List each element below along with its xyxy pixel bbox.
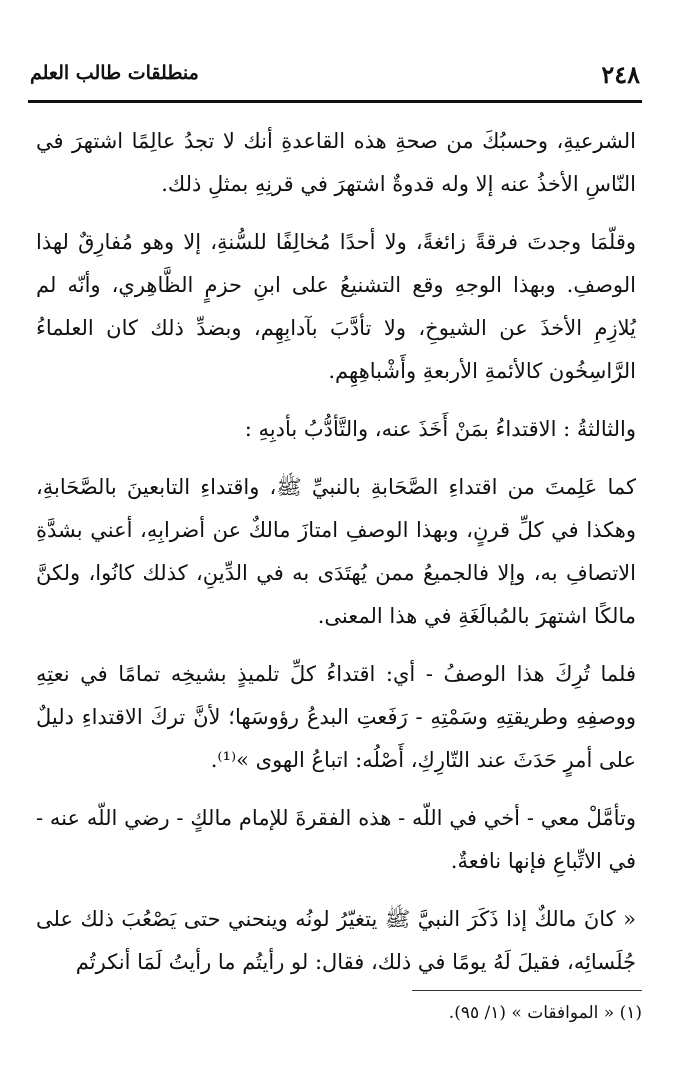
main-text	[36, 120, 636, 999]
paragraph-1: الشرعيةِ، وحسبُكَ من صحةِ هذه القاعدةِ أنك لا تجدُ عالِمًا اشتهرَ في النّاسِ الأخذُ عنه إلا وله قدوةٌ اشتهرَ في قرنِهِ بمثلِ ذلك.	[36, 129, 636, 196]
page-header	[30, 56, 640, 90]
paragraph-6: وتأمَّلْ معي - أخي في اللّه - هذه الفقرةَ للإمام مالكٍ - رضي اللّه عنه - في الاتِّباعِ فإنها نافعةٌ.	[36, 806, 636, 873]
paragraph-3-heading: والثالثةُ : الاقتداءُ بمَنْ أَخَذَ عنه، والتَّأدُّبُ بأدبِهِ :	[244, 417, 636, 441]
paragraph-2: وقلّمَا وجدتَ فرقةً زائغةً، ولا أحدًا مُخالِفًا للسُّنةِ، إلا وهو مُفارِقٌ لهذا الوصفِ. وبهذا الوجهِ وقع التشنيعُ على ابنِ حزمٍ الظَّاهِري، وأنّه لم يُلازِمِ الأخذَ عن الشيوخِ، ولا تأدَّبَ بآدابِهِم، وبضدِّ ذلك كان العلماءُ الرَّاسِخُون كالأئمةِ الأربعةِ وأَشْباهِهِم.	[36, 230, 636, 383]
footnote: (١) « الموافقات » (١/ ٩٥).	[448, 1003, 642, 1023]
paragraph-4: كما عَلِمتَ من اقتداءِ الصَّحَابةِ بالنبيِّ ﷺ، واقتداءِ التابعينَ بالصَّحَابةِ، وهكذا في كلِّ قرنٍ، وبهذا الوصفِ امتازَ مالكٌ عن أضرابِهِ، أعني بشدَّةِ الاتصافِ به، وإلا فالجميعُ ممن يُهتَدَى به في الدِّينِ، كذلك كانُوا، ولكنَّ مالكًا اشتهرَ بالمُبالَغَةِ في هذا المعنى.	[36, 475, 636, 628]
header-rule	[28, 100, 642, 103]
paragraph-7-quote: « كانَ مالكٌ إذا ذَكَرَ النبيَّ ﷺ يتغيّرُ لونُه وينحني حتى يَصْعُبَ ذلك على جُلَسائِه، فقيلَ لَهُ يومًا في ذلك، فقال: لو رأيتُم ما رأيتُ لَمَا أنكرتُم	[36, 907, 636, 974]
page-number: ٢٤٨	[601, 60, 640, 89]
paragraph-5: فلما تُرِكَ هذا الوصفُ - أي: اقتداءُ كلِّ تلميذٍ بشيخِه تمامًا في نعتِهِ ووصفِهِ وطريقتِهِ وسَمْتِهِ - رَفَعتِ البدعُ رؤوسَها؛ لأنَّ تركَ الاقتداءِ دليلٌ على أمرٍ حَدَثَ عند التّارِكِ، أَصْلُه: اتباعُ الهوى »⁽¹⁾.	[36, 662, 636, 772]
footnote-rule	[412, 990, 642, 991]
running-head: منطلقات طالب العلم	[30, 62, 199, 84]
